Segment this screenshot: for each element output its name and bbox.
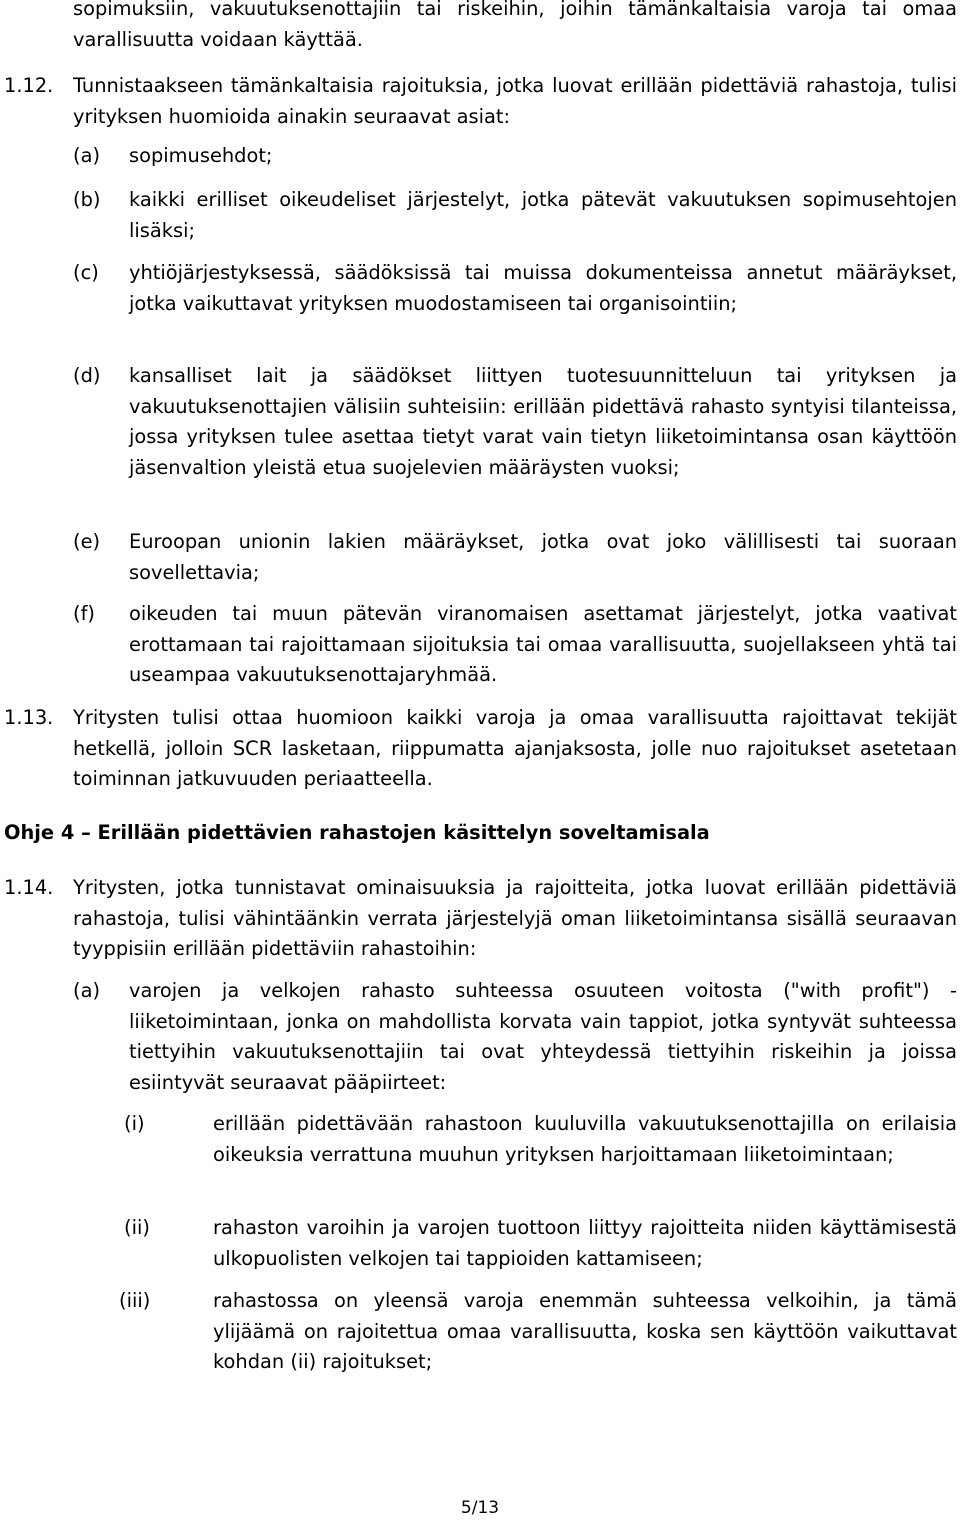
intro-continuation: sopimuksiin, vakuutuksenottajiin tai riskeihin, joihin tämänkaltaisia varoja tai omaa varallisuutta voidaan käyttää.	[73, 0, 957, 51]
paragraph-1-13: Yritysten tulisi ottaa huomioon kaikki varoja ja omaa varallisuutta rajoittavat tekijät hetkellä, jolloin SCR lasketaan, riippumatta ajanjaksosta, jolle nuo rajoitukset asetetaan toiminnan jatkuvuuden periaatteella.	[73, 706, 957, 790]
list-item-text: Euroopan unionin lakien määräykset, jotka ovat joko välillisesti tai suoraan sovellettavia;	[129, 530, 957, 584]
list-item-text: kaikki erilliset oikeudeliset järjestelyt, jotka pätevät vakuutuksen sopimusehtojen lisäksi;	[129, 188, 957, 242]
list-item-text: yhtiöjärjestyksessä, säädöksissä tai muissa dokumenteissa annetut määräykset, jotka vaikuttavat yrityksen muodostamiseen tai organisointiin;	[129, 261, 957, 315]
paragraph-number-1-14: 1.14.	[4, 876, 54, 899]
sublist-item-text: rahaston varoihin ja varojen tuottoon liittyy rajoitteita niiden käyttämisestä ulkopuolisten velkojen tai tappioiden kattamiseen;	[213, 1216, 957, 1270]
list-item-label: (d)	[73, 364, 101, 387]
list-item-label: (a)	[73, 144, 101, 167]
sublist-item-label: (ii)	[124, 1216, 150, 1239]
sublist-item-label: (i)	[124, 1112, 145, 1135]
paragraph-number-1-13: 1.13.	[4, 706, 54, 729]
sublist-item-text: erillään pidettävään rahastoon kuuluvilla vakuutuksenottajilla on erilaisia oikeuksia verrattuna muuhun yrityksen harjoittamaan liiketoimintaan;	[213, 1112, 957, 1166]
list-item-label: (a)	[73, 979, 101, 1002]
section-heading: Ohje 4 – Erillään pidettävien rahastojen käsittelyn soveltamisala	[4, 821, 710, 844]
list-item-text: kansalliset lait ja säädökset liittyen tuotesuunnitteluun tai yrityksen ja vakuutuksenottajien välisiin suhteisiin: erillään pidettävä rahasto syntyisi tilanteissa, jossa yrityksen tulee asettaa tietyt varat vain tietyn liiketoimintansa osan käyttöön jäsenvaltion yleistä etua suojelevien määräysten vuoksi;	[129, 364, 957, 479]
list-item-label: (b)	[73, 188, 101, 211]
sublist-item-text: rahastossa on yleensä varoja enemmän suhteessa velkoihin, ja tämä ylijäämä on rajoitettua omaa varallisuutta, koska sen käyttöön vaikuttavat kohdan (ii) rajoitukset;	[213, 1289, 957, 1373]
list-item-label: (c)	[73, 261, 99, 284]
list-item-label: (f)	[73, 602, 95, 625]
paragraph-number-1-12: 1.12.	[4, 74, 54, 97]
list-item-text: sopimusehdot;	[129, 144, 273, 167]
list-item-text: varojen ja velkojen rahasto suhteessa osuuteen voitosta ("with profit") -liiketoimintaan, jonka on mahdollista korvata vain tappiot, jotka syntyvät suhteessa tiettyihin vakuutuksenottajiin tai ovat yhteydessä tiettyihin riskeihin ja joissa esiintyvät seuraavat pääpiirteet:	[129, 979, 957, 1094]
sublist-item-label: (iii)	[119, 1289, 151, 1312]
paragraph-1-12: Tunnistaakseen tämänkaltaisia rajoituksia, jotka luovat erillään pidettäviä rahastoja, tulisi yrityksen huomioida ainakin seuraavat asiat:	[73, 74, 957, 128]
list-item-label: (e)	[73, 530, 101, 553]
paragraph-1-14: Yritysten, jotka tunnistavat ominaisuuksia ja rajoitteita, jotka luovat erillään pidettäviä rahastoja, tulisi vähintäänkin verrata järjestelyjä oman liiketoimintansa sisällä seuraavan tyyppisiin erillään pidettäviin rahastoihin:	[73, 876, 957, 960]
list-item-text: oikeuden tai muun pätevän viranomaisen asettamat järjestelyt, jotka vaativat erottamaan tai rajoittamaan sijoituksia tai omaa varallisuutta, suojellakseen yhtä tai useampaa vakuutuksenottajaryhmää.	[129, 602, 957, 686]
page-number: 5/13	[460, 1498, 500, 1518]
